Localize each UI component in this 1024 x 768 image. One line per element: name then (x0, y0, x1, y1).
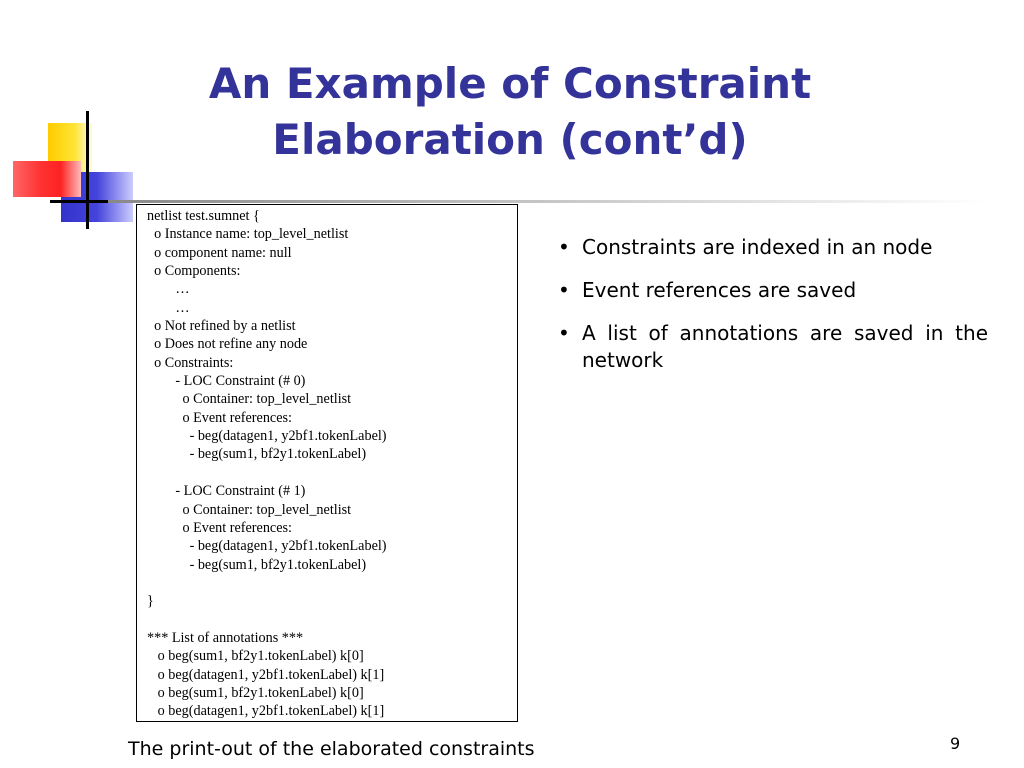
slide-title-line-2: Elaboration (cont’d) (272, 115, 748, 164)
logo-red-square (13, 161, 81, 197)
code-line: o component name: null (147, 244, 292, 261)
figure-caption: The print-out of the elaborated constraints (128, 738, 535, 760)
code-line: - beg(datagen1, y2bf1.tokenLabel) (147, 428, 387, 445)
code-line: o beg(datagen1, y2bf1.tokenLabel) k[1] (147, 666, 385, 683)
code-line: o beg(sum1, bf2y1.tokenLabel) k[0] (147, 648, 364, 665)
code-line: o Instance name: top_level_netlist (147, 226, 349, 243)
code-line: - beg(sum1, bf2y1.tokenLabel) (147, 446, 367, 463)
bullet-text: A list of annotations are saved in the network (582, 321, 988, 372)
slide-title (150, 56, 870, 168)
logo-blue-square (61, 172, 133, 222)
bullet-text: Event references are saved (582, 278, 857, 302)
code-line: o beg(datagen1, y2bf1.tokenLabel) k[1] (147, 703, 385, 720)
code-line: - LOC Constraint (# 1) (147, 483, 306, 500)
code-line: … (147, 299, 190, 316)
code-printout-box (136, 204, 518, 722)
code-line: } (147, 593, 154, 610)
bullet-item (558, 234, 988, 261)
code-line: *** List of annotations *** (147, 629, 304, 646)
code-line: o Container: top_level_netlist (147, 391, 352, 408)
page-number: 9 (950, 734, 961, 753)
code-line: o Components: (147, 263, 241, 280)
logo-yellow-square (48, 123, 92, 177)
code-line: - beg(sum1, bf2y1.tokenLabel) (147, 556, 367, 573)
logo-vertical-line (86, 111, 89, 229)
bullet-list (558, 234, 988, 390)
code-line: o Not refined by a netlist (147, 318, 296, 335)
bullet-text: Constraints are indexed in an node (582, 235, 933, 259)
bullet-marker-icon: • (558, 321, 570, 345)
code-line: o Does not refine any node (147, 336, 308, 353)
bullet-marker-icon: • (558, 278, 570, 302)
code-line: o beg(sum1, bf2y1.tokenLabel) k[0] (147, 684, 364, 701)
bullet-marker-icon: • (558, 235, 570, 259)
logo-horizontal-line (50, 200, 108, 203)
code-line: - LOC Constraint (# 0) (147, 373, 306, 390)
bullet-item (558, 320, 988, 374)
code-line: … (147, 281, 190, 298)
code-line (147, 574, 517, 592)
code-line: o Container: top_level_netlist (147, 501, 352, 518)
title-divider-rule (108, 200, 988, 203)
code-line: o Constraints: (147, 354, 234, 371)
code-line: netlist test.sumnet { (147, 208, 260, 224)
slide-title-line-1: An Example of Constraint (208, 59, 812, 108)
code-line: o Event references: (147, 519, 292, 536)
code-line: - beg(datagen1, y2bf1.tokenLabel) (147, 538, 387, 555)
bullet-item (558, 277, 988, 304)
code-line (147, 464, 517, 482)
code-line (147, 611, 517, 629)
code-line: o Event references: (147, 409, 292, 426)
